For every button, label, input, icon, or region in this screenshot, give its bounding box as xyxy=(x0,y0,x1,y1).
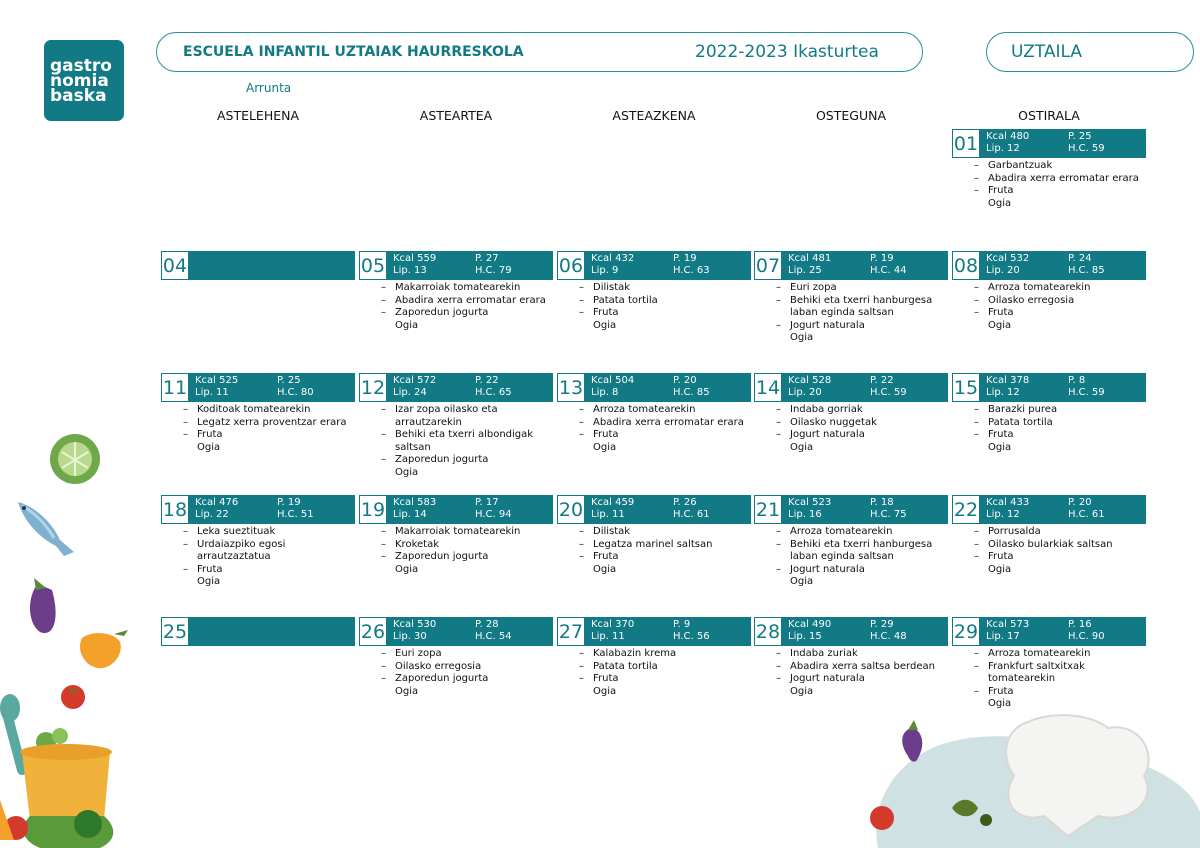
protein-value: P. 19 xyxy=(673,253,697,264)
lipid-value: Lip. 12 xyxy=(986,509,1020,520)
vegetable-pot-illustration xyxy=(0,690,140,848)
dish-list xyxy=(952,404,1146,454)
day-header-bar xyxy=(557,495,751,524)
day-cell-21 xyxy=(754,495,948,589)
dish-item: – Fruta xyxy=(557,429,751,442)
day-header-bar xyxy=(557,373,751,402)
dish-list xyxy=(952,648,1146,711)
day-number: 21 xyxy=(754,495,782,524)
day-header-bar xyxy=(359,495,553,524)
dish-list xyxy=(952,526,1146,576)
dish-item: – Izar zopa oilasko eta xyxy=(359,404,553,417)
protein-value: P. 22 xyxy=(870,375,894,386)
day-number: 15 xyxy=(952,373,980,402)
lipid-value: Lip. 11 xyxy=(591,631,625,642)
weekday-header-wednesday: ASTEAZKENA xyxy=(612,108,696,123)
lipid-value: Lip. 24 xyxy=(393,387,427,398)
dish-item: – Jogurt naturala xyxy=(754,673,948,686)
dish-list xyxy=(359,526,553,576)
school-year: 2022-2023 Ikasturtea xyxy=(695,42,879,62)
dish-item: – Abadira xerra saltsa berdean xyxy=(754,661,948,674)
header-banner xyxy=(156,32,923,72)
day-cell-07 xyxy=(754,251,948,345)
protein-value: P. 26 xyxy=(673,497,697,508)
dish-item: – Leka sueztituak xyxy=(161,526,355,539)
lipid-value: Lip. 11 xyxy=(591,509,625,520)
protein-value: P. 29 xyxy=(870,619,894,630)
day-header-bar xyxy=(952,373,1146,402)
carb-value: H.C. 79 xyxy=(475,265,512,276)
dish-item: – Fruta xyxy=(161,429,355,442)
dish-item: – Legatza marinel saltsan xyxy=(557,539,751,552)
day-number: 12 xyxy=(359,373,387,402)
dish-item: – Kalabazin krema xyxy=(557,648,751,661)
day-cell-29 xyxy=(952,617,1146,711)
day-cell-01 xyxy=(952,129,1146,210)
kcal-value: Kcal 432 xyxy=(591,253,635,264)
day-header-bar xyxy=(359,617,553,646)
dish-item: – Fruta xyxy=(952,686,1146,699)
month-name: UZTAILA xyxy=(1011,42,1082,62)
lipid-value: Lip. 16 xyxy=(788,509,822,520)
day-header-bar xyxy=(161,495,355,524)
day-number: 08 xyxy=(952,251,980,280)
dish-item: Ogia xyxy=(395,563,419,575)
dish-item: – Arroza tomatearekin xyxy=(952,648,1146,661)
day-number: 11 xyxy=(161,373,189,402)
dish-item: – Abadira xerra erromatar erara xyxy=(952,173,1146,186)
carb-value: H.C. 54 xyxy=(475,631,512,642)
dish-item: – Koditoak tomatearekin xyxy=(161,404,355,417)
dish-list xyxy=(557,282,751,332)
dish-item: Ogia xyxy=(988,197,1012,209)
day-cell-05 xyxy=(359,251,553,332)
carb-value: H.C. 90 xyxy=(1068,631,1105,642)
dish-item: – Frankfurt saltxitxak xyxy=(952,661,1146,674)
kcal-value: Kcal 523 xyxy=(788,497,832,508)
day-cell-22 xyxy=(952,495,1146,576)
protein-value: P. 27 xyxy=(475,253,499,264)
dish-item: laban eginda saltsan xyxy=(790,551,894,563)
protein-value: P. 25 xyxy=(277,375,301,386)
month-banner xyxy=(986,32,1194,72)
weekday-header-friday: OSTIRALA xyxy=(1018,108,1080,123)
lipid-value: Lip. 8 xyxy=(591,387,619,398)
day-cell-06 xyxy=(557,251,751,332)
dish-item: – Oilasko bularkiak saltsan xyxy=(952,539,1146,552)
dish-item: – Fruta xyxy=(952,551,1146,564)
carb-value: H.C. 59 xyxy=(1068,143,1105,154)
dish-item: Ogia xyxy=(197,576,221,588)
kcal-value: Kcal 480 xyxy=(986,131,1030,142)
carb-value: H.C. 51 xyxy=(277,509,314,520)
dish-item: Ogia xyxy=(395,319,419,331)
carb-value: H.C. 85 xyxy=(1068,265,1105,276)
kcal-value: Kcal 559 xyxy=(393,253,437,264)
kcal-value: Kcal 370 xyxy=(591,619,635,630)
lipid-value: Lip. 15 xyxy=(788,631,822,642)
day-number: 04 xyxy=(161,251,189,280)
dish-item: laban eginda saltsan xyxy=(790,307,894,319)
dish-item: – Dilistak xyxy=(557,526,751,539)
lipid-value: Lip. 25 xyxy=(788,265,822,276)
day-cell-13 xyxy=(557,373,751,454)
dish-list xyxy=(359,282,553,332)
dish-item: – Behiki eta txerri hanburgesa xyxy=(754,295,948,308)
protein-value: P. 28 xyxy=(475,619,499,630)
lipid-value: Lip. 9 xyxy=(591,265,619,276)
day-cell-25 xyxy=(161,617,355,646)
weekday-header-monday: ASTELEHENA xyxy=(216,108,300,123)
day-number: 14 xyxy=(754,373,782,402)
kcal-value: Kcal 525 xyxy=(195,375,239,386)
dish-item: – Arroza tomatearekin xyxy=(952,282,1146,295)
dish-list xyxy=(754,404,948,454)
dish-item: Ogia xyxy=(593,685,617,697)
day-number: 01 xyxy=(952,129,980,158)
protein-value: P. 24 xyxy=(1068,253,1092,264)
lipid-value: Lip. 17 xyxy=(986,631,1020,642)
dish-item: Ogia xyxy=(593,441,617,453)
logo-line-2: nomia xyxy=(50,70,109,91)
dish-item: – Legatz xerra proventzar erara xyxy=(161,417,355,430)
dish-item: – Abadira xerra erromatar erara xyxy=(359,295,553,308)
dish-item: – Arroza tomatearekin xyxy=(557,404,751,417)
dish-item: Ogia xyxy=(790,332,814,344)
day-header-bar xyxy=(754,251,948,280)
dish-item: – Dilistak xyxy=(557,282,751,295)
dish-list xyxy=(754,526,948,589)
day-number: 22 xyxy=(952,495,980,524)
dish-item: arrautzarekin xyxy=(395,416,462,428)
dish-item: – Arroza tomatearekin xyxy=(754,526,948,539)
dish-item: arrautzaztatua xyxy=(197,551,271,563)
dish-list xyxy=(754,648,948,698)
day-number: 19 xyxy=(359,495,387,524)
pepper-illustration xyxy=(74,624,130,672)
dish-item: Ogia xyxy=(197,441,221,453)
day-header-bar xyxy=(161,373,355,402)
carb-value: H.C. 59 xyxy=(1068,387,1105,398)
dish-item: – Euri zopa xyxy=(359,648,553,661)
carb-value: H.C. 61 xyxy=(1068,509,1105,520)
protein-value: P. 22 xyxy=(475,375,499,386)
day-cell-11 xyxy=(161,373,355,454)
protein-value: P. 17 xyxy=(475,497,499,508)
dish-item: – Oilasko nuggetak xyxy=(754,417,948,430)
dish-item: – Patata tortila xyxy=(557,295,751,308)
dish-item: Ogia xyxy=(395,685,419,697)
day-number: 07 xyxy=(754,251,782,280)
carb-value: H.C. 85 xyxy=(673,387,710,398)
day-header-bar xyxy=(754,373,948,402)
carb-value: H.C. 94 xyxy=(475,509,512,520)
dish-item: – Barazki purea xyxy=(952,404,1146,417)
protein-value: P. 8 xyxy=(1068,375,1086,386)
dish-item: – Urdaiazpiko egosi xyxy=(161,539,355,552)
day-cell-18 xyxy=(161,495,355,589)
day-cell-19 xyxy=(359,495,553,576)
dish-item: Ogia xyxy=(593,563,617,575)
dish-item: – Patata tortila xyxy=(952,417,1146,430)
day-cell-14 xyxy=(754,373,948,454)
lipid-value: Lip. 12 xyxy=(986,143,1020,154)
dish-item: – Jogurt naturala xyxy=(754,429,948,442)
lipid-value: Lip. 14 xyxy=(393,509,427,520)
day-cell-15 xyxy=(952,373,1146,454)
day-number: 25 xyxy=(161,617,189,646)
dish-list xyxy=(161,526,355,589)
dish-item: Ogia xyxy=(988,563,1012,575)
gastronomia-baska-logo xyxy=(44,40,124,121)
day-number: 20 xyxy=(557,495,585,524)
dish-list xyxy=(359,648,553,698)
dish-item: – Zaporedun jogurta xyxy=(359,551,553,564)
menu-type-label: Arrunta xyxy=(246,81,292,95)
day-header-bar xyxy=(952,617,1146,646)
dish-item: – Oilasko erregosia xyxy=(359,661,553,674)
dish-item: tomatearekin xyxy=(988,673,1056,685)
dish-item: Ogia xyxy=(790,576,814,588)
protein-value: P. 16 xyxy=(1068,619,1092,630)
dish-item: – Euri zopa xyxy=(754,282,948,295)
protein-value: P. 20 xyxy=(1068,497,1092,508)
dish-item: – Oilasko erregosia xyxy=(952,295,1146,308)
kcal-value: Kcal 481 xyxy=(788,253,832,264)
dish-item: – Indaba gorriak xyxy=(754,404,948,417)
dish-item: – Patata tortila xyxy=(557,661,751,674)
dish-list xyxy=(754,282,948,345)
dish-item: Ogia xyxy=(988,319,1012,331)
kcal-value: Kcal 476 xyxy=(195,497,239,508)
protein-value: P. 19 xyxy=(870,253,894,264)
dish-item: Ogia xyxy=(988,698,1012,710)
dish-item: – Makarroiak tomatearekin xyxy=(359,282,553,295)
dish-list xyxy=(557,526,751,576)
day-header-bar xyxy=(359,373,553,402)
dish-item: – Abadira xerra erromatar erara xyxy=(557,417,751,430)
kcal-value: Kcal 504 xyxy=(591,375,635,386)
carb-value: H.C. 63 xyxy=(673,265,710,276)
lipid-value: Lip. 20 xyxy=(986,265,1020,276)
day-header-bar xyxy=(952,251,1146,280)
dish-item: – Kroketak xyxy=(359,539,553,552)
dish-list xyxy=(952,160,1146,210)
logo-line-1: gastro xyxy=(50,55,112,76)
dish-item: Ogia xyxy=(988,441,1012,453)
dish-item: – Zaporedun jogurta xyxy=(359,454,553,467)
weekday-header-tuesday: ASTEARTEA xyxy=(419,108,493,123)
day-number: 06 xyxy=(557,251,585,280)
eggplant-illustration xyxy=(24,574,64,636)
logo-line-3: baska xyxy=(50,85,107,106)
day-cell-26 xyxy=(359,617,553,698)
protein-value: P. 20 xyxy=(673,375,697,386)
day-cell-27 xyxy=(557,617,751,698)
dish-item: – Jogurt naturala xyxy=(754,320,948,333)
dish-item: – Zaporedun jogurta xyxy=(359,673,553,686)
day-cell-08 xyxy=(952,251,1146,332)
kcal-value: Kcal 459 xyxy=(591,497,635,508)
lipid-value: Lip. 11 xyxy=(195,387,229,398)
protein-value: P. 25 xyxy=(1068,131,1092,142)
day-number: 29 xyxy=(952,617,980,646)
day-header-bar xyxy=(952,495,1146,524)
kcal-value: Kcal 532 xyxy=(986,253,1030,264)
protein-value: P. 9 xyxy=(673,619,691,630)
fish-illustration xyxy=(12,494,78,560)
day-cell-12 xyxy=(359,373,553,480)
dish-item: – Behiki eta txerri albondigak xyxy=(359,429,553,442)
day-number: 05 xyxy=(359,251,387,280)
dish-list xyxy=(557,648,751,698)
carb-value: H.C. 80 xyxy=(277,387,314,398)
lipid-value: Lip. 22 xyxy=(195,509,229,520)
kcal-value: Kcal 528 xyxy=(788,375,832,386)
protein-value: P. 18 xyxy=(870,497,894,508)
dish-item: – Porrusalda xyxy=(952,526,1146,539)
kcal-value: Kcal 573 xyxy=(986,619,1030,630)
day-cell-04 xyxy=(161,251,355,280)
day-header-bar xyxy=(557,617,751,646)
school-name: ESCUELA INFANTIL UZTAIAK HAURRESKOLA xyxy=(183,44,524,60)
chef-hat-illustration xyxy=(868,712,1200,848)
dish-item: – Fruta xyxy=(952,429,1146,442)
day-header-bar xyxy=(952,129,1146,158)
dish-item: – Behiki eta txerri hanburgesa xyxy=(754,539,948,552)
carb-value: H.C. 59 xyxy=(870,387,907,398)
dish-item: Ogia xyxy=(593,319,617,331)
carb-value: H.C. 48 xyxy=(870,631,907,642)
dish-item: – Fruta xyxy=(952,307,1146,320)
dish-item: Ogia xyxy=(790,685,814,697)
kcal-value: Kcal 572 xyxy=(393,375,437,386)
dish-item: Ogia xyxy=(395,466,419,478)
lipid-value: Lip. 20 xyxy=(788,387,822,398)
day-number: 26 xyxy=(359,617,387,646)
dish-item: – Zaporedun jogurta xyxy=(359,307,553,320)
dish-item: – Fruta xyxy=(557,307,751,320)
kcal-value: Kcal 530 xyxy=(393,619,437,630)
dish-list xyxy=(359,404,553,480)
kcal-value: Kcal 490 xyxy=(788,619,832,630)
dish-item: – Jogurt naturala xyxy=(754,564,948,577)
dish-item: – Fruta xyxy=(557,551,751,564)
day-header-bar xyxy=(557,251,751,280)
protein-value: P. 19 xyxy=(277,497,301,508)
dish-list xyxy=(161,404,355,454)
dish-item: – Fruta xyxy=(952,185,1146,198)
dish-item: – Indaba zuriak xyxy=(754,648,948,661)
dish-item: – Makarroiak tomatearekin xyxy=(359,526,553,539)
kcal-value: Kcal 583 xyxy=(393,497,437,508)
carb-value: H.C. 44 xyxy=(870,265,907,276)
day-number: 18 xyxy=(161,495,189,524)
day-cell-28 xyxy=(754,617,948,698)
day-number: 28 xyxy=(754,617,782,646)
weekday-header-thursday: OSTEGUNA xyxy=(815,108,887,123)
dish-item: saltsan xyxy=(395,441,431,453)
carb-value: H.C. 56 xyxy=(673,631,710,642)
day-header-bar xyxy=(161,617,355,646)
lipid-value: Lip. 12 xyxy=(986,387,1020,398)
carb-value: H.C. 65 xyxy=(475,387,512,398)
dish-item: – Garbantzuak xyxy=(952,160,1146,173)
dish-item: – Fruta xyxy=(161,564,355,577)
lipid-value: Lip. 13 xyxy=(393,265,427,276)
kcal-value: Kcal 433 xyxy=(986,497,1030,508)
dish-item: – Fruta xyxy=(557,673,751,686)
day-cell-20 xyxy=(557,495,751,576)
day-header-bar xyxy=(754,617,948,646)
dish-list xyxy=(557,404,751,454)
carb-value: H.C. 61 xyxy=(673,509,710,520)
lipid-value: Lip. 30 xyxy=(393,631,427,642)
day-number: 27 xyxy=(557,617,585,646)
lettuce-illustration xyxy=(48,432,102,486)
kcal-value: Kcal 378 xyxy=(986,375,1030,386)
day-header-bar xyxy=(359,251,553,280)
dish-list xyxy=(952,282,1146,332)
dish-item: Ogia xyxy=(790,441,814,453)
carb-value: H.C. 75 xyxy=(870,509,907,520)
day-header-bar xyxy=(754,495,948,524)
day-number: 13 xyxy=(557,373,585,402)
day-header-bar xyxy=(161,251,355,280)
